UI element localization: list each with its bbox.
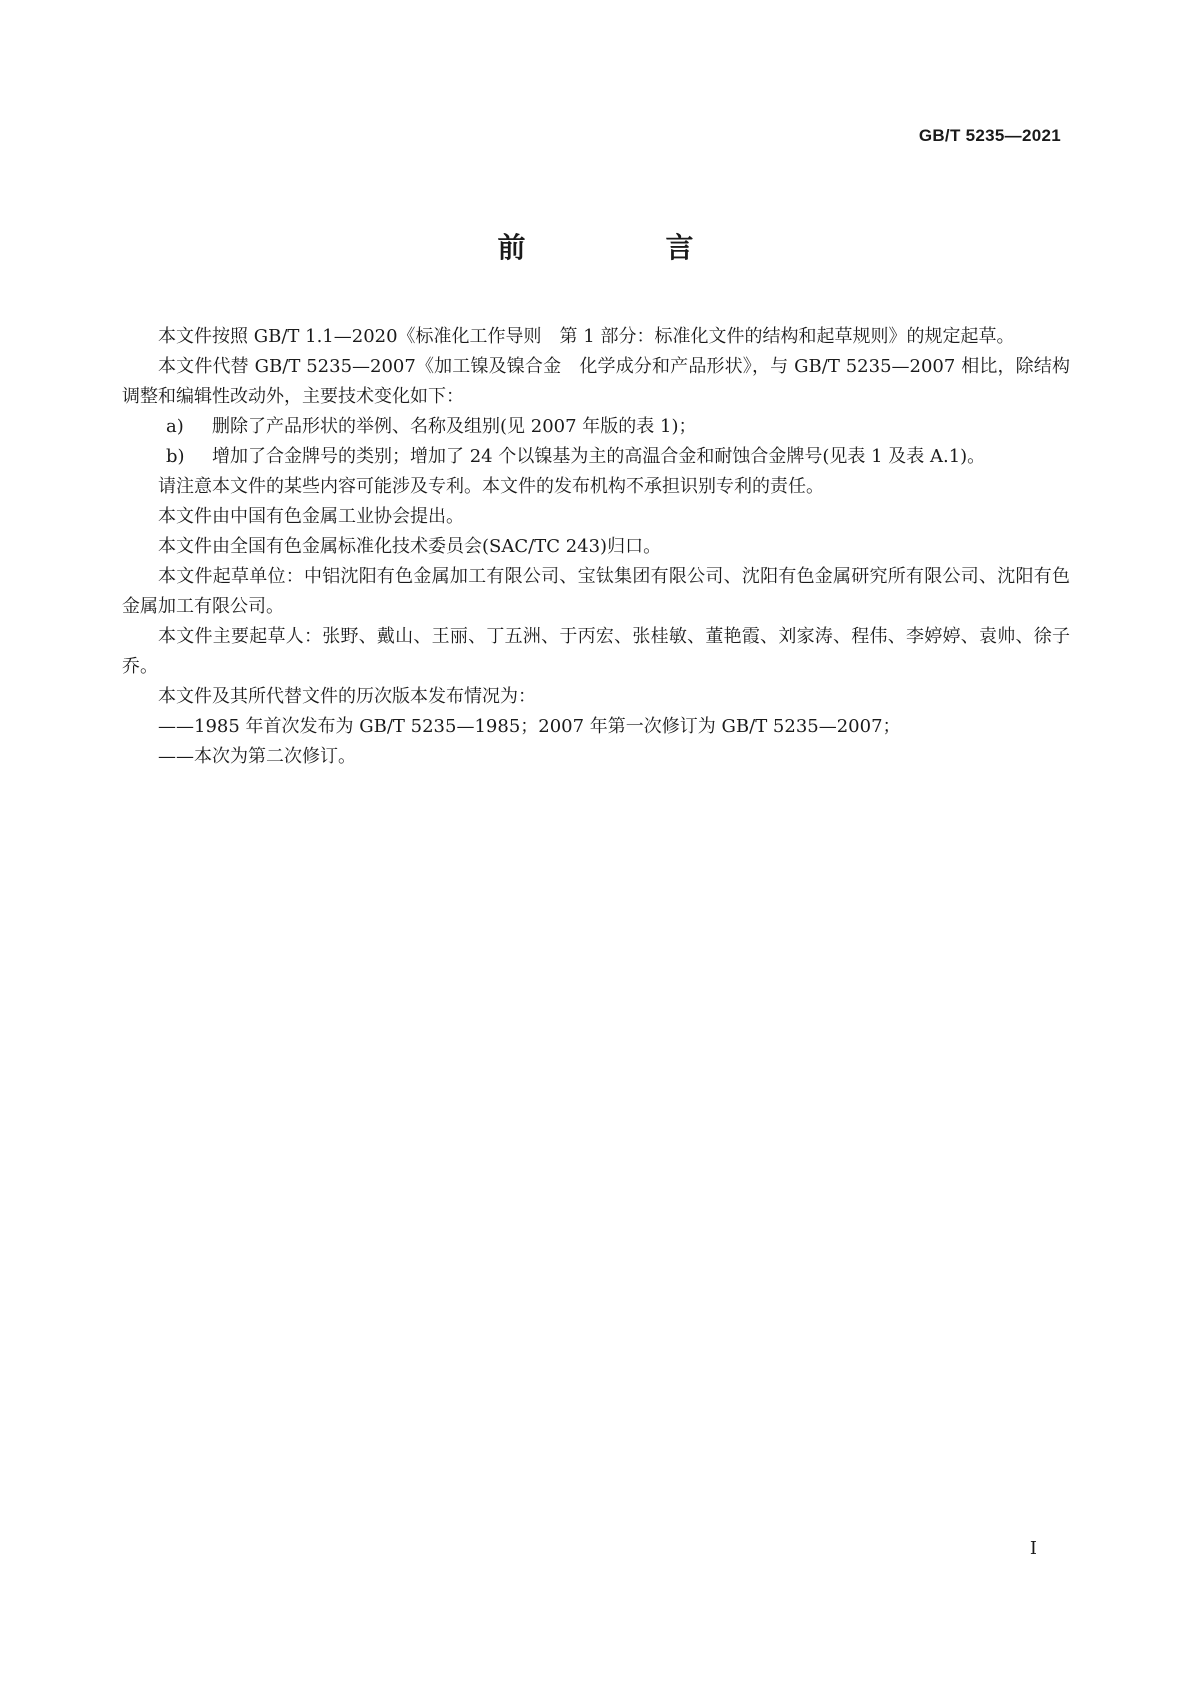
list-item-a [122, 412, 1070, 442]
paragraph-committee: 本文件由全国有色金属标准化技术委员会(SAC/TC 243)归口。 [158, 536, 662, 557]
standard-code: GB/T 5235—2021 [918, 126, 1061, 145]
list-marker-b: b) [166, 446, 185, 467]
paragraph-drafting-units: 本文件起草单位：中铝沈阳有色金属加工有限公司、宝钛集团有限公司、沈阳有色金属研究所有限公司、沈阳有色金属加工有限公司。 [122, 566, 1070, 617]
history-item-1: ——1985 年首次发布为 GB/T 5235—1985；2007 年第一次修订为 GB/T 5235—2007； [158, 716, 901, 737]
paragraph-replacement: 本文件代替 GB/T 5235—2007《加工镍及镍合金 化学成分和产品形状》，与 GB/T 5235—2007 相比，除结构调整和编辑性改动外，主要技术变化如下： [122, 356, 1070, 407]
page-number: I [1029, 1538, 1037, 1559]
paragraph-drafting-basis: 本文件按照 GB/T 1.1—2020《标准化工作导则 第 1 部分：标准化文件的结构和起草规则》的规定起草。 [158, 326, 1015, 347]
list-item-b-text: 增加了合金牌号的类别；增加了 24 个以镍基为主的高温合金和耐蚀合金牌号(见表 1 及表 A.1)。 [212, 446, 986, 467]
list-marker-a: a) [166, 416, 184, 437]
foreword-body [122, 322, 1070, 772]
list-item-b [122, 442, 1070, 472]
page-title: 前 言 [497, 231, 750, 264]
paragraph-proposer: 本文件由中国有色金属工业协会提出。 [158, 506, 464, 527]
paragraph-drafters: 本文件主要起草人：张野、戴山、王丽、丁五洲、于丙宏、张桂敏、董艳霞、刘家涛、程伟、李婷婷、袁帅、徐子乔。 [122, 626, 1070, 677]
history-item-2: ——本次为第二次修订。 [158, 746, 356, 767]
paragraph-patent-notice: 请注意本文件的某些内容可能涉及专利。本文件的发布机构不承担识别专利的责任。 [158, 476, 824, 497]
paragraph-history-intro: 本文件及其所代替文件的历次版本发布情况为： [158, 686, 536, 707]
list-item-a-text: 删除了产品形状的举例、名称及组别(见 2007 年版的表 1)； [212, 416, 697, 437]
